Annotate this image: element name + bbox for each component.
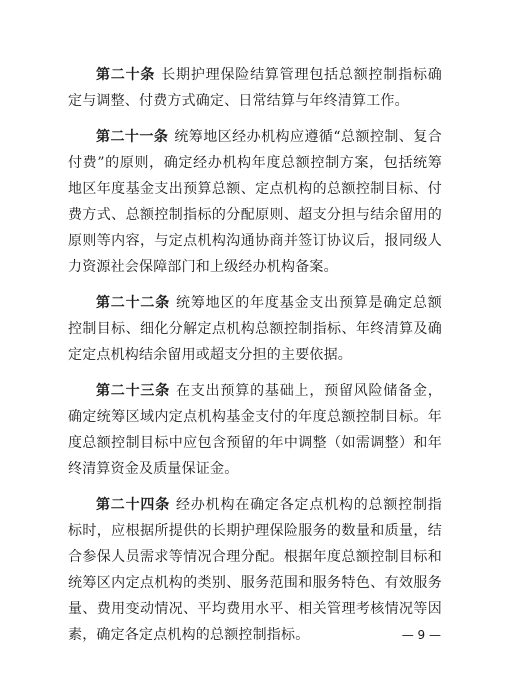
article-text: 经办机构在确定各定点机构的总额控制指标时，应根据所提供的长期护理保险服务的数量和质量，结合参保人员需求等情况合理分配。根据年度总额控制目标和统筹区内定点机构的类别、服务范围和服务特色、有效服务量、费用变动情况、平均费用水平、相关管理考核情况等因素，确定各定点机构的总额控制指标。 [68,497,442,643]
article-number: 第二十二条 [96,295,171,311]
document-body [68,62,442,658]
article-number: 第二十条 [96,67,156,83]
article-text: 统筹地区经办机构应遵循“总额控制、复合付费”的原则，确定经办机构年度总额控制方案，包括统筹地区年度基金支出预算总额、定点机构的总额控制目标、付费方式、总额控制指标的分配原则、超支分担与结余留用的原则等内容，与定点机构沟通协商并签订协议后，报同级人力资源社会保障部门和上级经办机构备案。 [68,129,442,275]
article-number: 第二十一条 [96,129,169,145]
article-23 [68,378,442,482]
article-24 [68,492,442,648]
article-number: 第二十四条 [96,497,171,513]
page-number: — 9 — [401,628,441,642]
article-text: 长期护理保险结算管理包括总额控制指标确定与调整、付费方式确定、日常结算与年终清算工作。 [68,67,442,109]
article-text: 在支出预算的基础上，预留风险储备金，确定统筹区域内定点机构基金支付的年度总额控制目标。年度总额控制目标中应包含预留的年中调整（如需调整）和年终清算资金及质量保证金。 [68,383,442,477]
article-20 [68,62,442,114]
article-text: 统筹地区的年度基金支出预算是确定总额控制目标、细化分解定点机构总额控制指标、年终清算及确定定点机构结余留用或超支分担的主要依据。 [68,295,442,363]
article-number: 第二十三条 [96,383,171,399]
article-21 [68,124,442,280]
article-22 [68,290,442,368]
